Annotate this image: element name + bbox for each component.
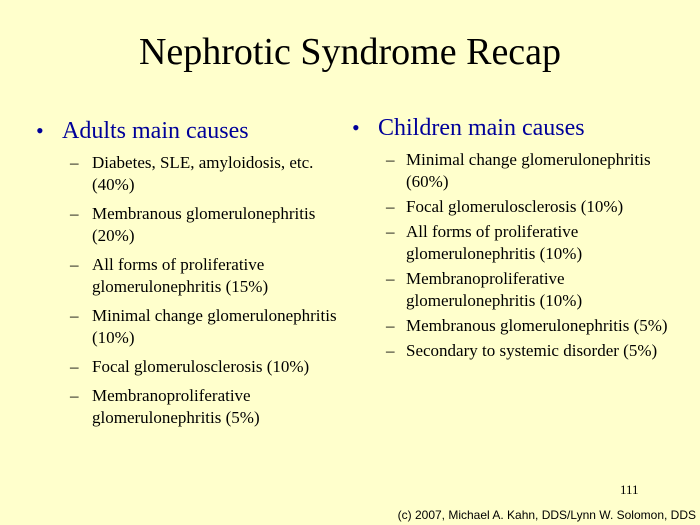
children-heading [352,113,692,143]
children-cause-list [352,149,692,362]
children-column [352,113,692,365]
bullet-icon: • [352,115,360,140]
list-item: – Diabetes, SLE, amyloidosis, etc. (40%) [70,153,314,194]
list-item: – Focal glomerulosclerosis (10%) [386,197,624,216]
dash-icon: – [386,269,395,288]
list-item: – Minimal change glomerulonephritis (60%) [386,150,651,191]
list-item: – Membranous glomerulonephritis (5%) [386,316,668,335]
bullet-icon: • [36,118,44,143]
dash-icon: – [386,222,395,241]
dash-icon: – [386,150,395,169]
adults-cause-list [36,152,356,429]
adults-heading-text: Adults main causes [62,118,249,144]
dash-icon: – [386,316,395,335]
page-number: 111 [620,482,639,497]
adults-heading [36,116,356,146]
list-item: – Membranoproliferative glomerulonephritis (5%) [70,386,260,427]
slide-title: Nephrotic Syndrome Recap [138,31,562,73]
list-item: – Secondary to systemic disorder (5%) [386,341,658,360]
dash-icon: – [70,204,79,223]
dash-icon: – [386,341,395,360]
dash-icon: – [70,306,79,325]
list-item: – Minimal change glomerulonephritis (10%) [70,306,337,347]
list-item: – Membranous glomerulonephritis (20%) [70,204,316,245]
dash-icon: – [70,255,79,274]
list-item: – Focal glomerulosclerosis (10%) [70,357,310,376]
dash-icon: – [386,197,395,216]
dash-icon: – [70,153,79,172]
adults-column [36,116,356,436]
copyright-credit: (c) 2007, Michael A. Kahn, DDS/Lynn W. Solomon, DDS [397,508,696,522]
children-heading-text: Children main causes [378,115,585,141]
list-item: – Membranoproliferative glomerulonephritis (10%) [386,269,583,310]
dash-icon: – [70,386,79,405]
list-item: – All forms of proliferative glomerulonephritis (10%) [386,222,583,263]
dash-icon: – [70,357,79,376]
list-item: – All forms of proliferative glomerulonephritis (15%) [70,255,269,296]
